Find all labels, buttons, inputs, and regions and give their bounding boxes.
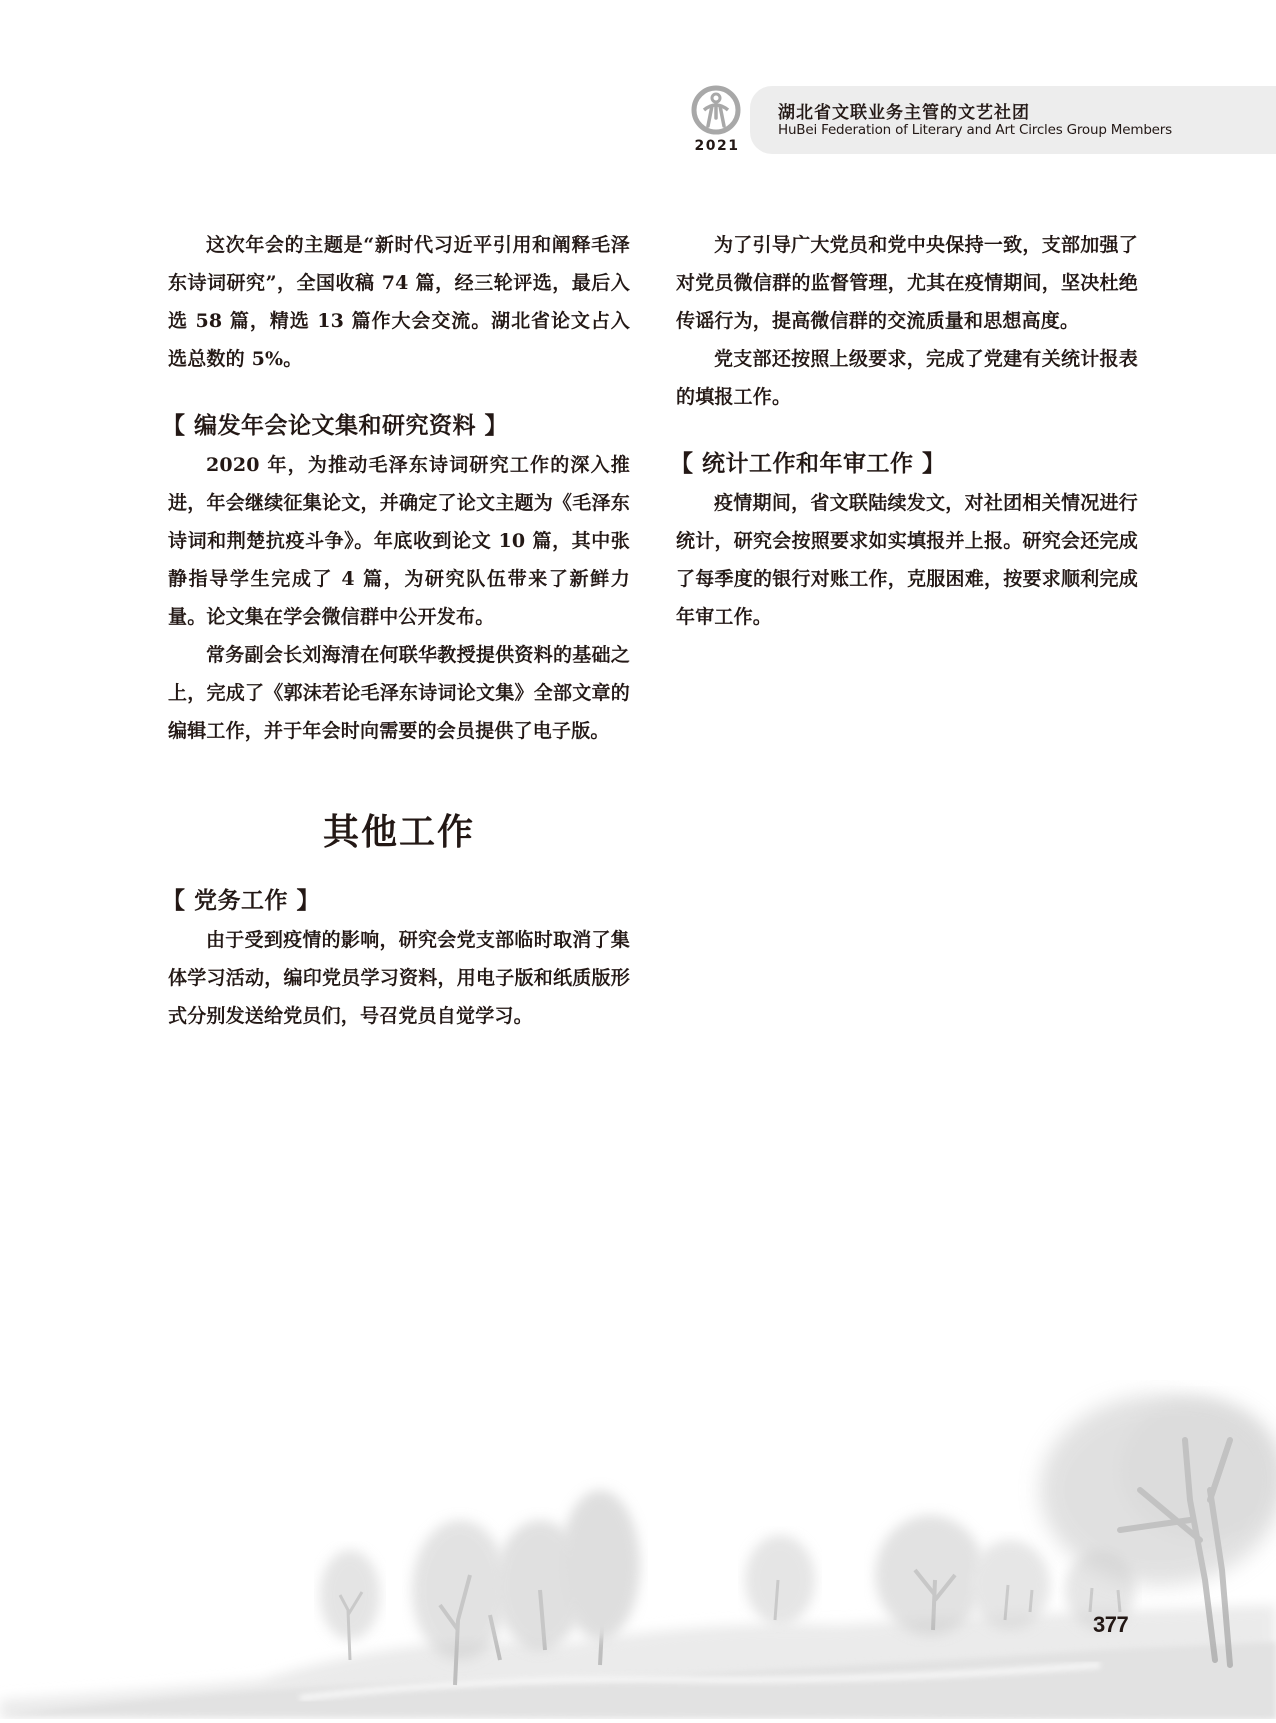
section-title-other-work: 其他工作 bbox=[322, 812, 475, 853]
paragraph: 为了引导广大党员和党中央保持一致，支部加强了对党员微信群的监督管理，尤其在疫情期间，坚决杜绝传谣行为，提高微信群的交流质量和思想高度。 bbox=[676, 234, 1138, 332]
page-header bbox=[0, 0, 1276, 170]
page-number: 377 bbox=[1093, 1612, 1129, 1637]
paragraph: 疫情期间，省文联陆续发文，对社团相关情况进行统计，研究会按照要求如实填报并上报。研究会还完成了每季度的银行对账工作，克服困难，按要求顺利完成年审工作。 bbox=[676, 492, 1138, 628]
header-title-chinese: 湖北省文联业务主管的文艺社团 bbox=[778, 103, 1030, 123]
logo-year: 2021 bbox=[694, 138, 740, 154]
subheading-party-affairs: 【 党务工作 】 bbox=[162, 888, 321, 914]
paragraph: 由于受到疫情的影响，研究会党支部临时取消了集体学习活动，编印党员学习资料，用电子版和纸质版形式分别发送给党员们，号召党员自觉学习。 bbox=[168, 929, 630, 1027]
intro-paragraph: 这次年会的主题是“新时代习近平引用和阐释毛泽东诗词研究”，全国收稿 74 篇，经三轮评选，最后入选 58 篇，精选 13 篇作大会交流。湖北省论文占入选总数的 5%。 bbox=[168, 234, 630, 370]
header-title-english: HuBei Federation of Literary and Art Circles Group Members bbox=[778, 122, 1172, 138]
left-column bbox=[162, 226, 630, 1035]
subheading-proceedings: 【 编发年会论文集和研究资料 】 bbox=[162, 413, 509, 439]
ink-wash-trees-illustration bbox=[0, 1380, 1276, 1719]
paragraph: 常务副会长刘海清在何联华教授提供资料的基础之上，完成了《郭沫若论毛泽东诗词论文集》全部文章的编辑工作，并于年会时向需要的会员提供了电子版。 bbox=[168, 644, 630, 742]
paragraph: 党支部还按照上级要求，完成了党建有关统计报表的填报工作。 bbox=[676, 348, 1138, 408]
right-column bbox=[670, 226, 1138, 636]
subheading-statistics-audit: 【 统计工作和年审工作 】 bbox=[670, 451, 946, 477]
paragraph: 2020 年，为推动毛泽东诗词研究工作的深入推进，年会继续征集论文，并确定了论文主题为《毛泽东诗词和荆楚抗疫斗争》。年底收到论文 10 篇，其中张静指导学生完成了 4 篇，为研究队伍带来了新鲜力量。论文集在学会微信群中公开发布。 bbox=[168, 454, 630, 628]
